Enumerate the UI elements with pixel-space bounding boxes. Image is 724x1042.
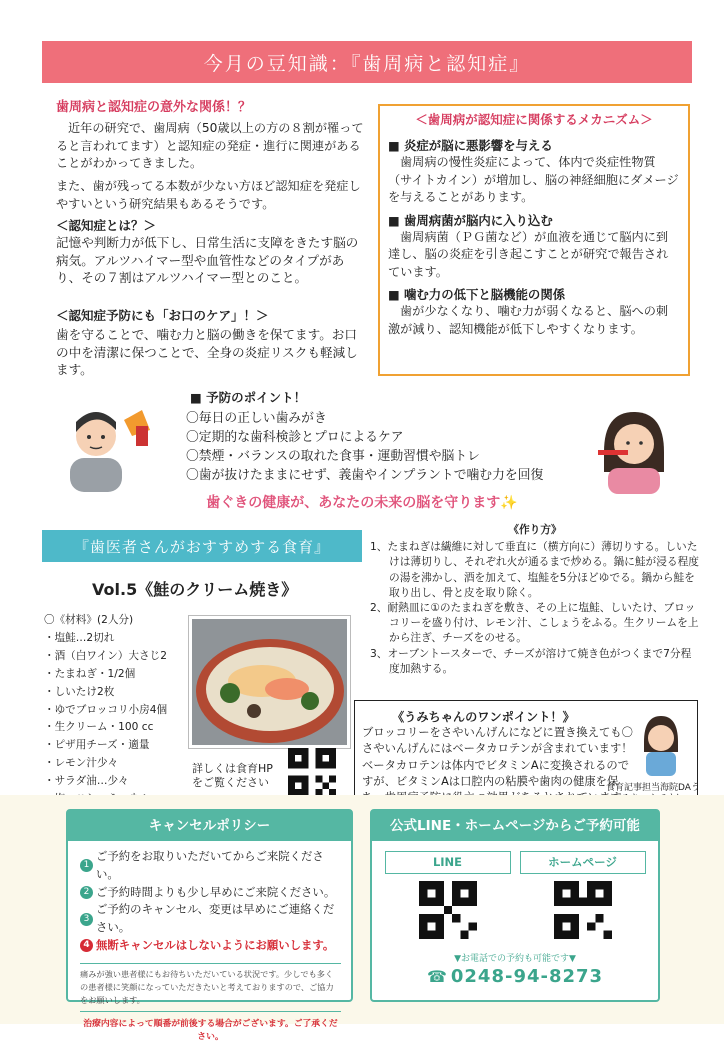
prevention-title: ■ 予防のポイント！: [190, 390, 307, 405]
prevention-point: 〇禁煙・バランスの取れた食事・運動習慣や脳トレ: [186, 449, 480, 464]
cancel-item-text: ご予約時間よりも少し早めにご来院ください。: [96, 884, 336, 899]
ingredient: ・酒（白ワイン）大さじ2: [44, 649, 167, 662]
oral-care-heading: ＜認知症予防にも「お口のケア」！＞: [56, 308, 269, 323]
oral-care-body: 歯を守ることで、噛む力と脳の働きを保てます。お口の中を清潔に保つことで、全身の炎症リスクも軽減します。: [56, 327, 358, 378]
intro-title: 歯周病と認知症の意外な関係！？: [56, 100, 252, 115]
mechanism-box: [378, 104, 690, 376]
number-1-icon: 1: [80, 859, 93, 872]
woman-brushing-illustration: [594, 402, 674, 494]
recipe-banner: [42, 530, 362, 562]
prevention-point: 〇毎日の正しい歯みがき: [186, 411, 327, 426]
prevention-list: [186, 409, 586, 485]
number-4-icon: 4: [80, 939, 93, 952]
intro-paragraph-2: また、歯が残ってる本数が少ない方ほど認知症を発症しやすいという研究結果もあるそうです。: [56, 179, 361, 211]
ingredients-list: [44, 612, 194, 809]
number-3-icon: 3: [80, 913, 93, 926]
man-brushing-illustration: [62, 400, 154, 492]
phone-icon: ☎: [426, 967, 447, 986]
mechanism-item-2-head: ■ 歯周病菌が脳内に入り込む: [388, 212, 553, 228]
ingredient: ・たまねぎ・1/2個: [44, 667, 136, 680]
ingredient: ・ゆでブロッコリ小房4個: [44, 703, 168, 716]
steps-title: 《作り方》: [508, 523, 562, 536]
mechanism-item-1-head: ■ 炎症が脳に悪影響を与える: [388, 138, 553, 153]
ingredient: 〇《材料》(2人分): [44, 614, 134, 626]
line-label: LINE: [385, 851, 511, 874]
ingredient: ・生クリーム・100 cc: [44, 721, 154, 734]
booking-card: [370, 809, 660, 1002]
ingredient: ・しいたけ2枚: [44, 685, 115, 698]
cancel-item-text: ご予約のキャンセル、変更は早めにご連絡ください。: [96, 902, 335, 935]
mechanism-item-1-body: 歯周病の慢性炎症によって、体内で炎症性物質（サイトカイン）が増加し、脳の神経細胞にダメージを与えることがあります。: [388, 155, 679, 204]
recipe-step: 2、耐熱皿に①のたまねぎを敷き、その上に塩鮭、しいたけ、ブロッコリーを盛り付け、レモン汁、こしょうをふる。生クリームを上から注ぎ、チーズをのせる。: [370, 601, 699, 645]
ingredient: ・サラダ油…少々: [44, 775, 129, 788]
ingredient: ・塩鮭…2切れ: [44, 631, 115, 644]
recipe-qr-code[interactable]: [288, 748, 336, 800]
recipe-step: 3、オーブントースターで、チーズが溶けて焼き色がつくまで7分程度加熱する。: [370, 646, 692, 675]
cancel-item: [80, 848, 341, 884]
mechanism-item-3-body: 歯が少なくなり、噛む力が弱くなると、脳への刺激が減り、認知機能が低下しやすくなります。: [388, 304, 669, 336]
recipe-title: Vol.5《鮭のクリーム焼き》: [92, 580, 298, 599]
cancel-item: [80, 884, 341, 902]
ingredient: ・レモン汁少々: [44, 757, 119, 770]
recipe-banner-text: 『歯医者さんがおすすめする食育』: [73, 537, 331, 556]
phone-number[interactable]: 0248-94-8273: [450, 966, 604, 987]
cancel-policy-card: [66, 809, 353, 1042]
booking-title: 公式LINE・ホームページからご予約可能: [372, 811, 658, 841]
mechanism-item-3-head: ■ 噛む力の低下と脳機能の関係: [388, 287, 566, 302]
number-2-icon: 2: [80, 886, 93, 899]
cancel-item: [80, 901, 341, 937]
homepage-qr-code[interactable]: [554, 881, 612, 943]
umi-chan-avatar: [636, 712, 686, 776]
line-qr-code[interactable]: [419, 881, 477, 943]
cancel-warning: 治療内容によって順番が前後する場合がございます。ご了承ください。: [83, 1018, 338, 1042]
recipe-step: 1、たまねぎは繊維に対して垂直に（横方向に）薄切りする。しいたけは薄切りし、それぞれ火が通るまで炒める。鍋に鮭が浸る程度の湯を沸かし、酒を加えて、塩鮭を5分ほどゆでる。鍋から鮭を取り出し、骨と皮を取り除く。: [370, 540, 699, 599]
onepoint-body: ブロッコリーをさやいんげんになどに置き換えても〇さやいんげんにはベータカロテンが含まれています！ベータカロテンは体内でビタミンAに変換されるのですが、ビタミンAは口腔内の粘膜や歯肉の健康を保: [362, 726, 633, 788]
onepoint-title: 《うみちゃんのワンポイント！》: [392, 710, 575, 724]
homepage-label: ホームページ: [520, 851, 646, 874]
slogan: 歯ぐきの健康が、あなたの未来の脳を守ります✨: [206, 495, 518, 511]
cancel-item-text: ご予約をお取りいただいてからご来院ください。: [96, 849, 324, 881]
onepoint-signature: 食育記事担当海院DAう: [606, 783, 700, 793]
mechanism-title: ＜歯周病が認知症に関係するメカニズム＞: [415, 112, 653, 127]
recipe-more-info: 詳しくは食育HP をご覧ください: [192, 762, 273, 789]
ingredient: ・ピザ用チーズ・適量: [44, 739, 150, 752]
prevention-point: 〇定期的な歯科検診とプロによるケア: [186, 430, 404, 445]
phone-note: ▼お電話での予約も可能です▼: [454, 954, 576, 964]
prevention-point: 〇歯が抜けたままにせず、義歯やインプラントで噛む力を回復: [186, 468, 544, 483]
recipe-steps: [370, 522, 700, 676]
dementia-heading: ＜認知症とは？＞: [56, 218, 157, 233]
mechanism-item-2-body: 歯周病菌（ＰＧ菌など）が血液を通じて脳内に到達し、脳の炎症を引き起こすことが研究で報告されています。: [388, 229, 669, 279]
cancel-note: 痛みが強い患者様にもお待ちいただいている状況です。少しでも多くの患者様に笑顔になっていただきたいと考えておりますので、ご協力をお願いします。: [80, 968, 334, 1005]
dementia-body: 記憶や判断力が低下し、日常生活に支障をきたす脳の病気。アルツハイマー型や血管性などのタイプがあり、その７割はアルツハイマー型とのこと。: [56, 235, 359, 286]
cancel-item-warning: [80, 937, 341, 955]
page-title-banner: [42, 41, 692, 83]
cancel-policy-title: キャンセルポリシー: [68, 811, 351, 841]
cancel-item-text: 無断キャンセルはしないようにお願いします。: [96, 937, 335, 952]
dish-photo: [189, 616, 350, 748]
intro-paragraph-1: 近年の研究で、歯周病（50歳以上の方の８割が罹ってると言われてます）と認知症の発症・進行に関連があることがわかってきました。: [56, 121, 364, 171]
page-title: 今月の豆知識：『歯周病と認知症』: [203, 52, 531, 75]
